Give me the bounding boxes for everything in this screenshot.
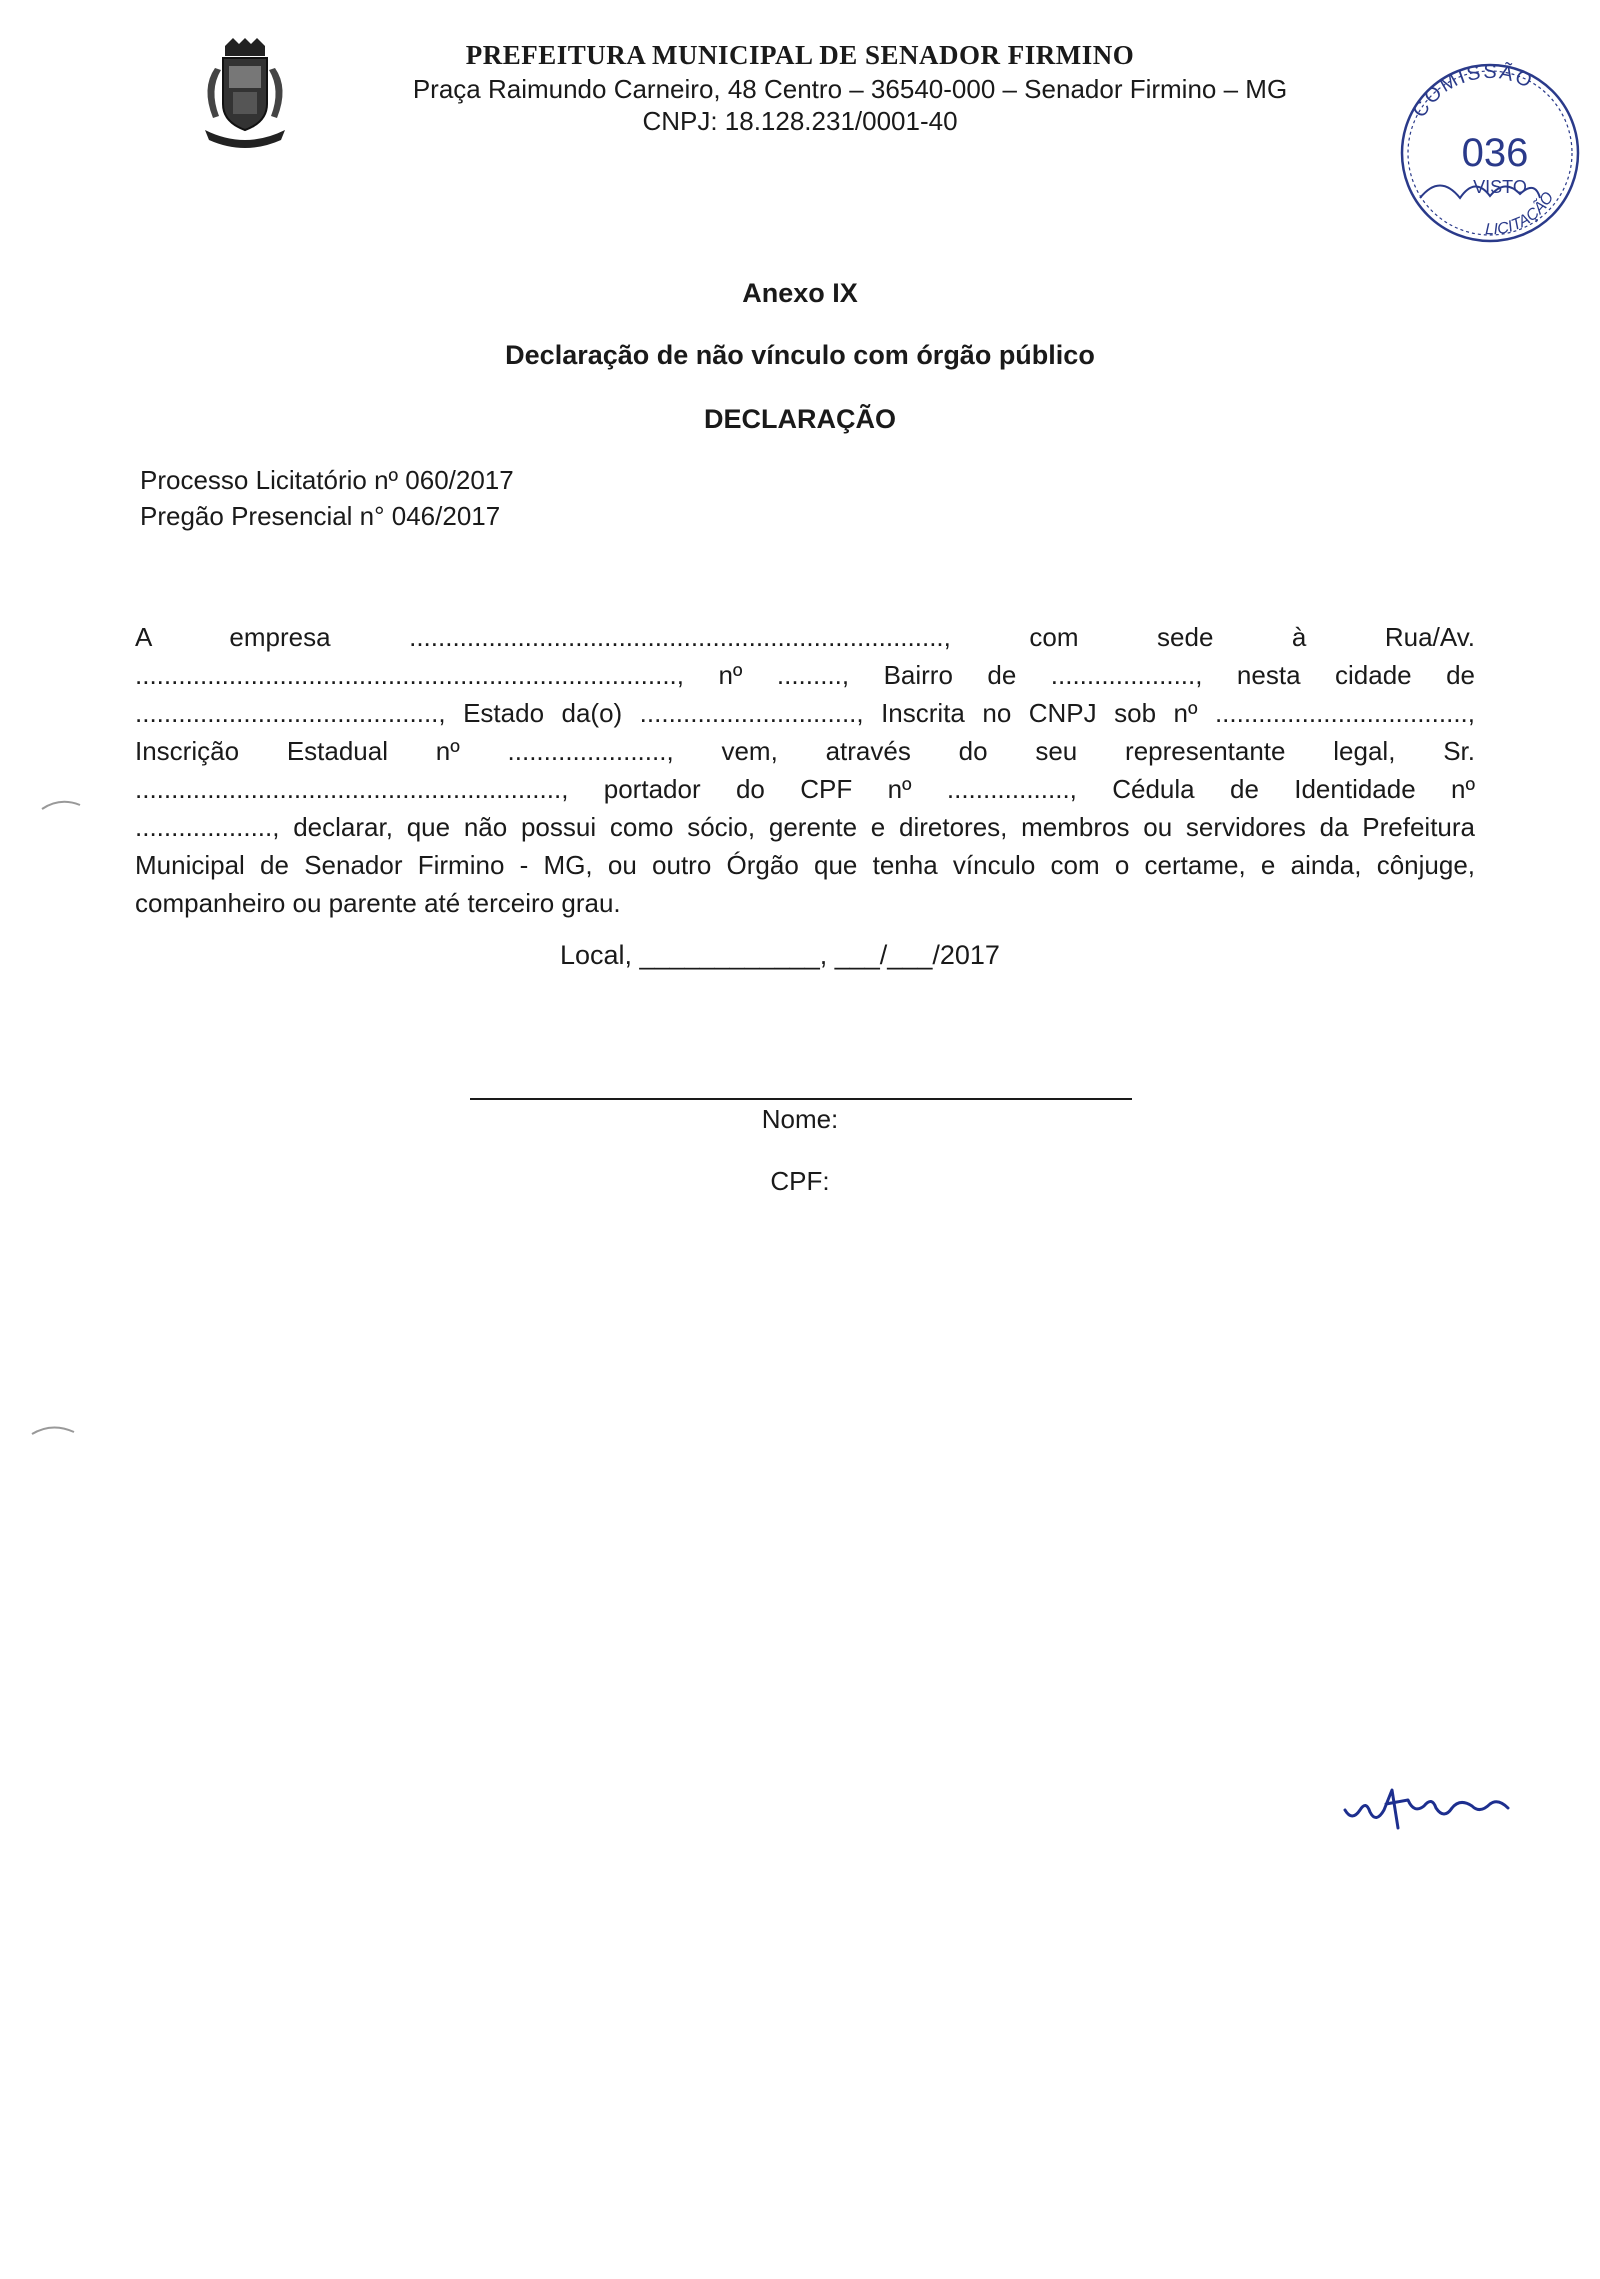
stamp-number: 036 [1461, 131, 1529, 175]
municipality-address: Praça Raimundo Carneiro, 48 Centro – 36540-000 – Senador Firmino – MG [412, 74, 1288, 104]
body-line: .........................................., Estado da(o) .............................., Inscrita no CNPJ sob nº ..................................., [135, 698, 1475, 728]
auction-number: Pregão Presencial n° 046/2017 [140, 501, 501, 531]
body-line: ..........................................................................., nº ........., Bairro de ...................., nesta cidade de [135, 660, 1475, 690]
process-number: Processo Licitatório nº 060/2017 [140, 465, 514, 495]
scan-mark [30, 1420, 90, 1440]
cpf-label: CPF: [770, 1166, 830, 1196]
body-line: ..................., declarar, que não possui como sócio, gerente e diretores, membros ou servidores da Prefeitura [135, 812, 1475, 842]
body-line: A empresa .........................................................................., com sede à Rua/Av. [135, 622, 1475, 652]
name-label: Nome: [761, 1104, 839, 1134]
scan-mark [40, 795, 100, 815]
signature-line [470, 1098, 1132, 1100]
declaration-body [135, 618, 1475, 922]
body-line: ..........................................................., portador do CPF nº ................., Cédula de Identidade nº [135, 774, 1475, 804]
stamp-bottom-text: LICITAÇÃO [1484, 189, 1558, 239]
body-line: companheiro ou parente até terceiro grau. [135, 888, 621, 918]
body-line: Inscrição Estadual nº ......................, vem, através do seu representante legal, Sr. [135, 736, 1475, 766]
declaration-title: DECLARAÇÃO [704, 404, 896, 434]
municipality-title: PREFEITURA MUNICIPAL DE SENADOR FIRMINO [465, 40, 1135, 70]
process-reference [140, 462, 514, 534]
municipality-cnpj: CNPJ: 18.128.231/0001-40 [642, 106, 958, 136]
annex-heading: Anexo IX [742, 278, 858, 308]
coat-of-arms-icon [195, 38, 295, 150]
body-line: Municipal de Senador Firmino - MG, ou outro Órgão que tenha vínculo com o certame, e ainda, cônjuge, [135, 850, 1475, 880]
commission-stamp [1390, 58, 1590, 248]
declaration-subtitle: Declaração de não vínculo com órgão público [505, 340, 1095, 370]
stamp-top-text: COMISSÃO [1408, 60, 1537, 122]
place-date-line: Local, ____________, ___/___/2017 [560, 940, 1000, 970]
stamp-middle-text: VISTO [1473, 177, 1527, 197]
handwritten-initials [1340, 1770, 1540, 1840]
